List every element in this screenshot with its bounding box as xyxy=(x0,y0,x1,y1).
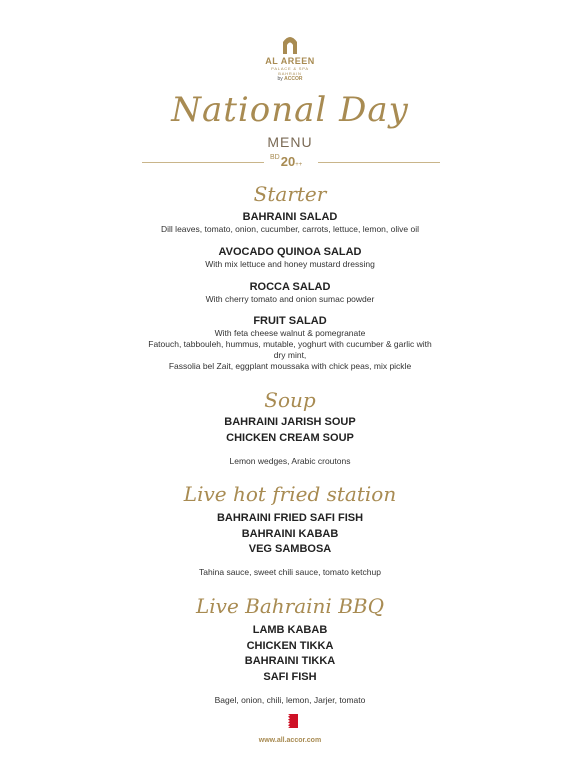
page-title: National Day xyxy=(171,90,409,130)
price-suffix: ++ xyxy=(295,162,303,168)
bahrain-flag-icon xyxy=(284,714,298,728)
section-heading-live-fried: Live hot fried station xyxy=(183,482,397,506)
brand-accor: ACCOR xyxy=(284,76,303,82)
dish-name: LAMB KABAB xyxy=(252,624,328,636)
dish-name: BAHRAINI KABAB xyxy=(241,528,339,540)
dish-name: BAHRAINI JARISH SOUP xyxy=(224,416,356,428)
section-heading-bbq: Live Bahraini BBQ xyxy=(196,594,384,618)
brand-name: AL AREEN xyxy=(265,56,315,66)
dish-name: BAHRAINI TIKKA xyxy=(244,655,336,667)
price-amount: 20 xyxy=(280,154,296,169)
dish-name: SAFI FISH xyxy=(263,671,317,683)
brand-location: BAHRAIN xyxy=(278,71,302,76)
brand-by-accor xyxy=(0,76,580,82)
starter-extras-line: Fatouch, tabbouleh, hummus, mutable, yoghurt with cucumber & garlic with xyxy=(148,339,432,349)
website-link[interactable]: www.all.accor.com xyxy=(258,737,322,744)
bbq-note: Bagel, onion, chili, lemon, Jarjer, tomato xyxy=(214,695,366,705)
dish-name: CHICKEN CREAM SOUP xyxy=(226,432,354,444)
dish-desc: With mix lettuce and honey mustard dressing xyxy=(205,259,375,269)
brand-sub: PALACE & SPA xyxy=(271,66,309,71)
dish-name: BAHRAINI SALAD xyxy=(242,211,338,223)
dish-desc: With cherry tomato and onion sumac powder xyxy=(205,294,375,304)
soup-note: Lemon wedges, Arabic croutons xyxy=(229,456,351,466)
divider-left xyxy=(142,162,264,163)
dish-name: BAHRAINI FRIED SAFI FISH xyxy=(216,512,364,524)
price-currency: BD xyxy=(270,154,280,161)
price xyxy=(270,154,302,169)
section-heading-soup: Soup xyxy=(264,388,316,412)
menu-label: MENU xyxy=(267,134,313,150)
starter-extras-line: Fassolia bel Zait, eggplant moussaka with chick peas, mix pickle xyxy=(168,361,412,371)
dish-name: AVOCADO QUINOA SALAD xyxy=(218,246,362,258)
dish-desc: With feta cheese walnut & pomegranate xyxy=(214,328,366,338)
starter-extras-line: dry mint, xyxy=(273,350,307,360)
divider-right xyxy=(318,162,440,163)
dish-name: VEG SAMBOSA xyxy=(248,543,332,555)
live-fried-note: Tahina sauce, sweet chili sauce, tomato ketchup xyxy=(199,567,381,577)
dish-name: FRUIT SALAD xyxy=(253,315,327,327)
dish-name: ROCCA SALAD xyxy=(249,281,331,293)
brand-by-text: by xyxy=(277,76,283,82)
dish-name: CHICKEN TIKKA xyxy=(246,640,334,652)
dish-desc: Dill leaves, tomato, onion, cucumber, carrots, lettuce, lemon, olive oil xyxy=(161,224,419,234)
palace-arch-icon xyxy=(281,34,299,54)
section-heading-starter: Starter xyxy=(253,182,327,206)
